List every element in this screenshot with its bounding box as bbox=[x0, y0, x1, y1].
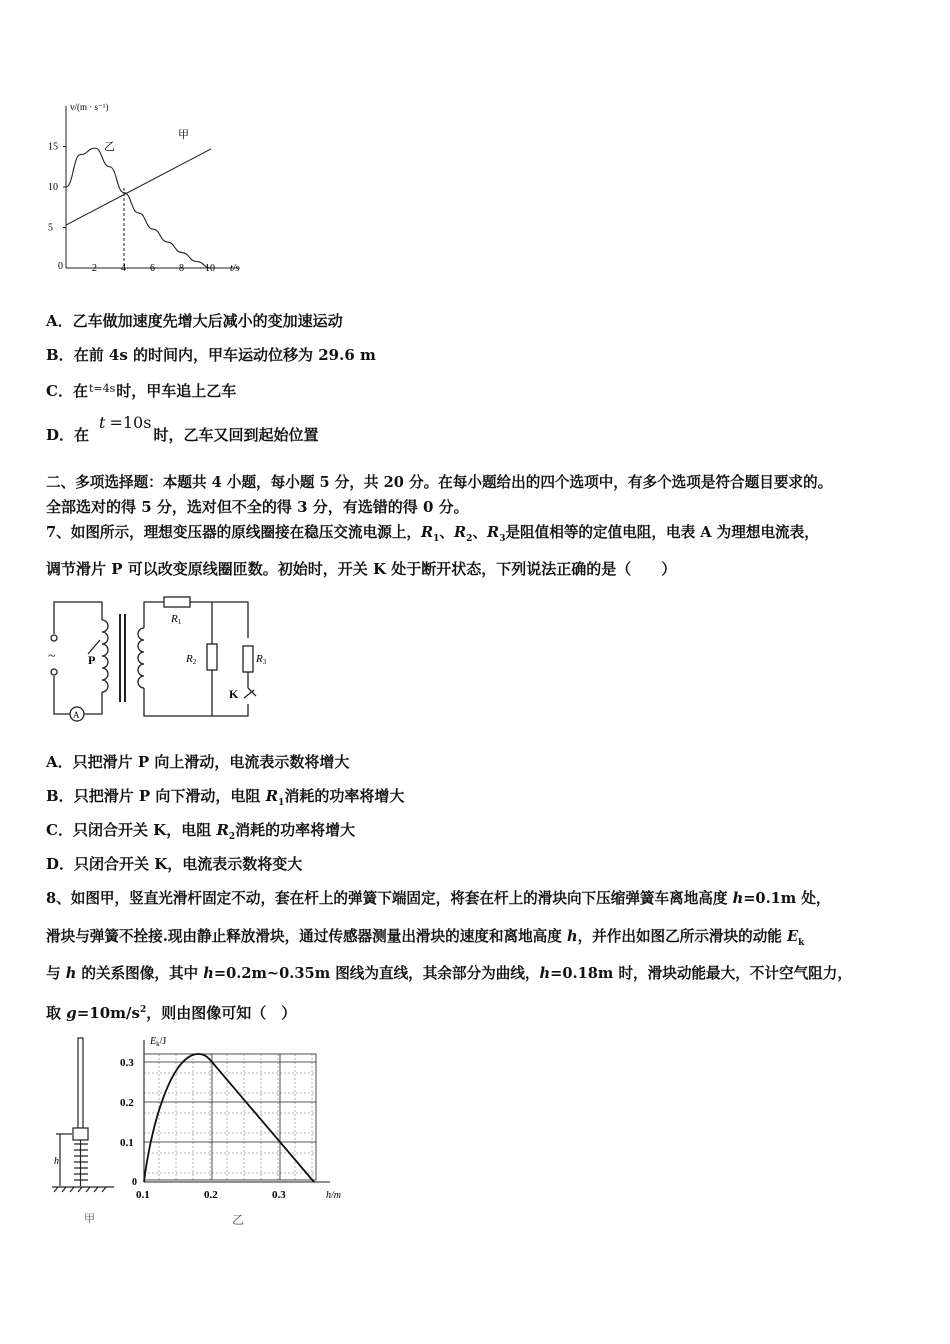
resistor-r2 bbox=[207, 644, 217, 670]
q7-option-b[interactable]: B．只把滑片 P 向下滑动，电阻 $R_1$消耗的功率将增大 bbox=[46, 787, 405, 808]
ac-terminal-top bbox=[51, 635, 57, 641]
switch-k-label: K bbox=[229, 687, 239, 701]
switch-k[interactable] bbox=[248, 688, 256, 696]
slider-p-label: P bbox=[88, 653, 96, 667]
ac-terminal-bottom bbox=[51, 669, 57, 675]
r2-label: R2 bbox=[186, 653, 197, 666]
y-axis-label: v/(m · s⁻¹) bbox=[70, 102, 109, 112]
series-label-yi: 乙 bbox=[104, 141, 115, 153]
x-tick-label: 2 bbox=[92, 263, 97, 274]
ammeter-label: A bbox=[73, 710, 80, 720]
q8-stem-line1: 8、如图甲，竖直光滑杆固定不动，套在杆上的弹簧下端固定，将套在杆上的滑块向下压缩弹簧车离地高度 h=0.1m 处， bbox=[46, 890, 831, 907]
q7-stem-line1: 7、如图所示，理想变压器的原线圈接在稳压交流电源上，$R_1$、$R_2$、$R_3$是阻值相等的定值电阻，电表 A 为理想电流表， bbox=[46, 524, 819, 544]
resistor-r3 bbox=[243, 646, 253, 672]
spring-and-ek-graph bbox=[44, 1030, 364, 1230]
math-t4: t=4s bbox=[88, 382, 116, 395]
r3-label: R3 bbox=[256, 653, 267, 666]
ek-x-tick-label: 0.1 bbox=[136, 1189, 150, 1201]
secondary-coil-icon bbox=[138, 628, 144, 688]
ground-hatch bbox=[54, 1187, 106, 1192]
ek-x-tick-label: 0.3 bbox=[272, 1189, 286, 1201]
x-tick-label: 4 bbox=[121, 263, 126, 274]
math-t10: t =10s bbox=[99, 413, 152, 432]
caption-jia: 甲 bbox=[84, 1213, 95, 1225]
ek-origin-label: 0 bbox=[132, 1177, 137, 1188]
q6-option-c[interactable]: C．在$^{t=4s}$时，甲车追上乙车 bbox=[46, 382, 237, 400]
series-label-jia: 甲 bbox=[178, 129, 189, 141]
ek-x-tick-label: 0.2 bbox=[204, 1189, 218, 1201]
q8-stem-line4: 取 $g=10m/s^2$，则由图像可知（ ） bbox=[46, 1004, 297, 1022]
ek-y-tick-label: 0.3 bbox=[120, 1057, 134, 1069]
q7-stem-line2: 调节滑片 P 可以改变原线圈匝数。初始时，开关 K 处于断开状态，下列说法正确的是（ ） bbox=[46, 560, 677, 578]
caption-yi: 乙 bbox=[232, 1213, 245, 1227]
y-tick-label: 5 bbox=[48, 222, 53, 234]
x-tick-label: 8 bbox=[179, 263, 184, 274]
q8-stem-line3: 与 h 的关系图像，其中 h=0.2m~0.35m 图线为直线，其余部分为曲线，h=0.18m 时，滑块动能最大，不计空气阻力， bbox=[46, 965, 852, 982]
q6-option-b[interactable]: B．在前 4s 的时间内，甲车运动位移为 29.6 m bbox=[46, 346, 376, 364]
x-axis-label: t/s bbox=[230, 263, 240, 274]
resistor-r1 bbox=[164, 597, 190, 607]
height-label: h bbox=[54, 1156, 59, 1167]
q7-option-a[interactable]: A．只把滑片 P 向上滑动，电流表示数将增大 bbox=[46, 753, 350, 771]
ek-y-label: $E_k/J$ bbox=[150, 1036, 167, 1048]
series-line-yi bbox=[66, 148, 211, 268]
slider-p[interactable] bbox=[88, 640, 100, 654]
y-tick-label: 15 bbox=[48, 141, 58, 153]
vertical-rod bbox=[78, 1038, 83, 1128]
ek-y-tick-label: 0.2 bbox=[120, 1097, 134, 1109]
x-tick-label: 6 bbox=[150, 263, 155, 274]
q8-stem-line2: 滑块与弹簧不拴接.现由静止释放滑块，通过传感器测量出滑块的速度和离地高度 h，并作出如图乙所示滑块的动能 $E_k$ bbox=[46, 928, 805, 948]
primary-coil-icon bbox=[102, 620, 108, 692]
section2-heading-line2: 全部选对的得 5 分，选对但不全的得 3 分，有选错的得 0 分。 bbox=[46, 498, 469, 516]
primary-wire-top bbox=[54, 602, 102, 634]
r1-label: R1 bbox=[171, 613, 182, 626]
transformer-circuit bbox=[40, 592, 290, 732]
x-tick-label: 10 bbox=[205, 263, 215, 274]
velocity-time-graph bbox=[40, 98, 260, 278]
slider-block bbox=[73, 1128, 88, 1140]
q7-option-c[interactable]: C．只闭合开关 K，电阻 $R_2$消耗的功率将增大 bbox=[46, 821, 356, 842]
ek-grid bbox=[144, 1054, 316, 1180]
q7-option-d[interactable]: D．只闭合开关 K，电流表示数将变大 bbox=[46, 855, 303, 873]
ac-symbol: ~ bbox=[48, 649, 56, 664]
y-tick-label: 10 bbox=[48, 182, 58, 193]
series-line-jia bbox=[66, 149, 211, 225]
ek-y-tick-label: 0.1 bbox=[120, 1137, 134, 1149]
ek-x-label: h/m bbox=[326, 1190, 341, 1201]
q6-option-d[interactable]: D．在t =10s时，乙车又回到起始位置 bbox=[46, 413, 319, 444]
q6-option-a[interactable]: A．乙车做加速度先增大后减小的变加速运动 bbox=[46, 312, 343, 330]
section2-heading-line1: 二、多项选择题：本题共 4 小题，每小题 5 分，共 20 分。在每小题给出的四个选项中，有多个选项是符合题目要求的。 bbox=[46, 474, 833, 491]
origin-label: 0 bbox=[58, 261, 63, 272]
